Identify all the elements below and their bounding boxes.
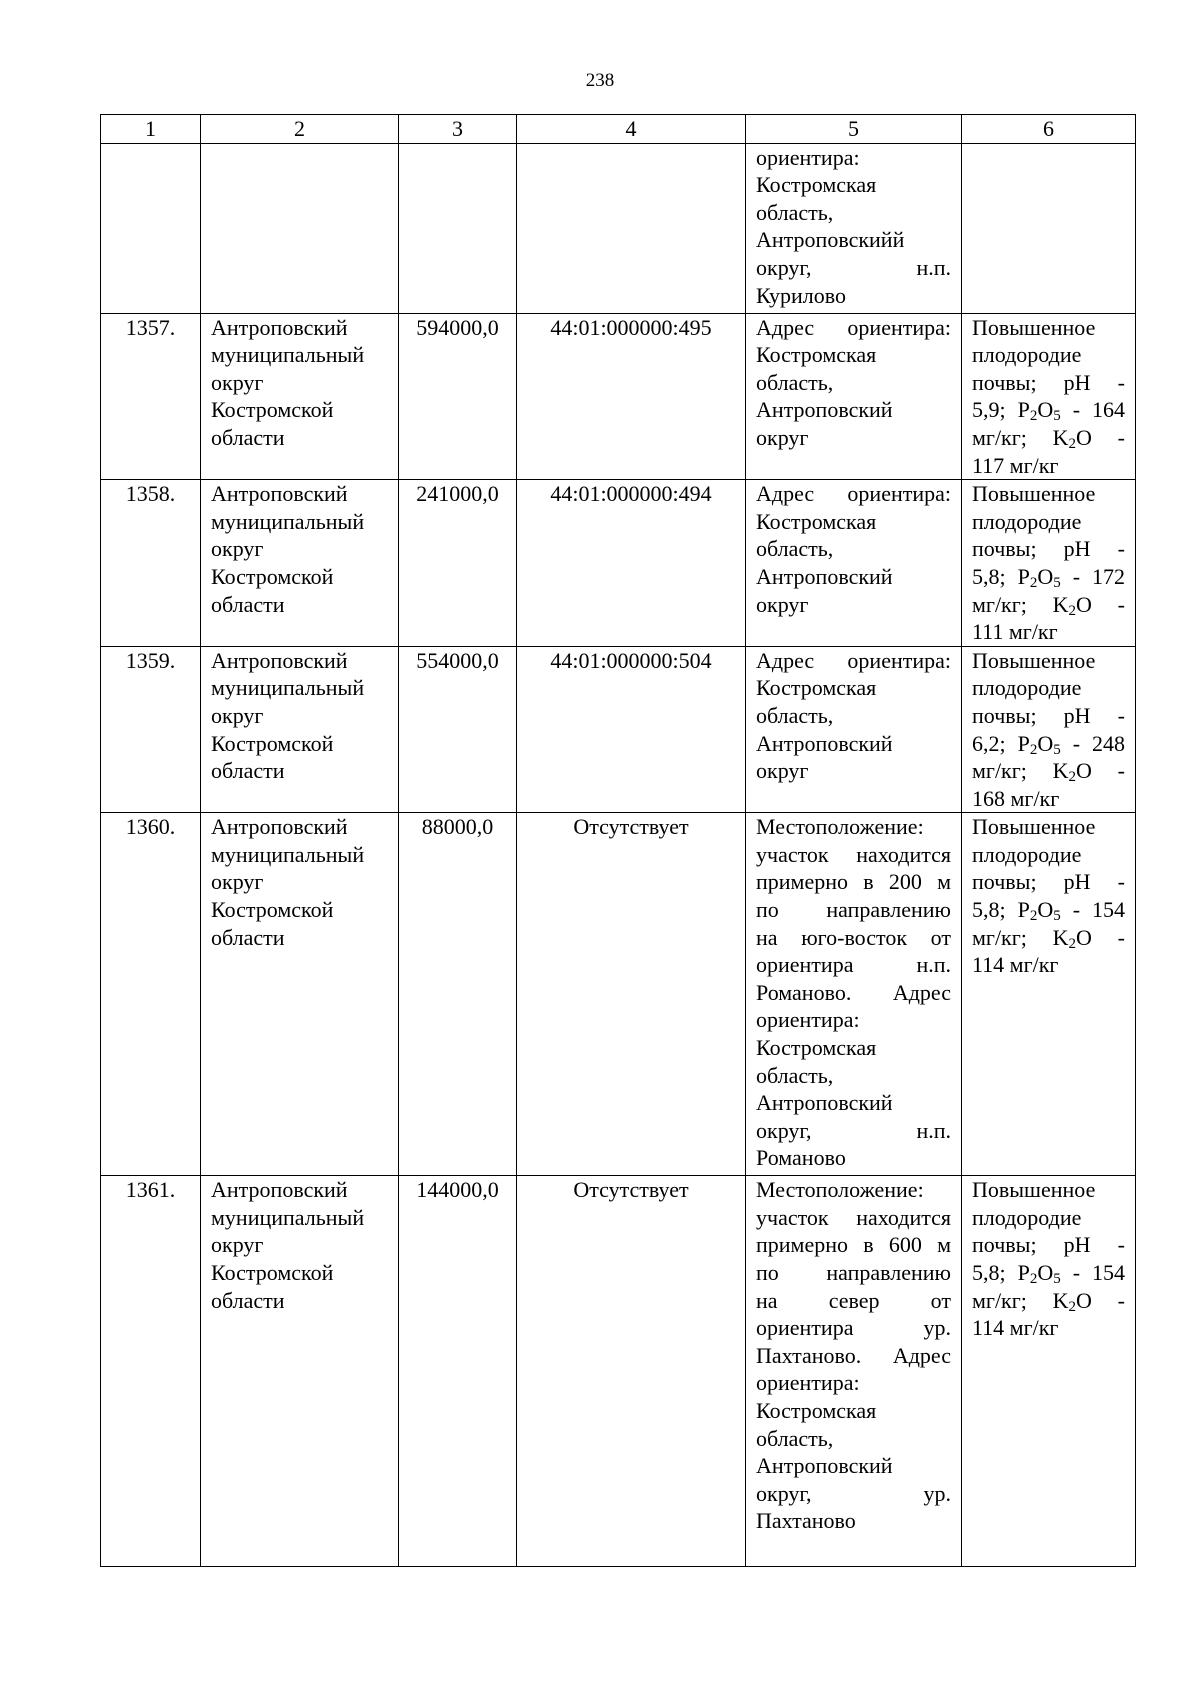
- soil-line: Повышенное: [972, 814, 1096, 840]
- soil-fertility-cell: [962, 313, 1136, 480]
- location-line: Адрес ориентира:: [756, 314, 951, 340]
- soil-line: Повышенное: [972, 314, 1096, 340]
- location-line: примерно в 600 м: [756, 1232, 951, 1258]
- location-line: область,: [756, 369, 834, 395]
- location-line: область,: [756, 1425, 834, 1451]
- location-cell: [746, 813, 962, 1176]
- location-line: ориентира ур.: [756, 1315, 951, 1341]
- district-line: Антроповский: [211, 814, 348, 840]
- table-row-continuation: [101, 143, 1136, 313]
- district-line: округ: [211, 536, 264, 562]
- soil-line: почвы; pH -: [972, 869, 1125, 895]
- location-line: Антроповский: [756, 1453, 893, 1479]
- soil-line: 168 мг/кг: [972, 785, 1060, 811]
- soil-line: 6,2; $P_2O_5 - 248$: [972, 730, 1125, 758]
- location-line: Антроповский: [756, 397, 893, 423]
- cadastral-number-cell: 44:01:000000:504: [517, 646, 746, 813]
- table-row: [101, 646, 1136, 813]
- soil-line: почвы; pH -: [972, 536, 1125, 562]
- area-cell: 88000,0: [399, 813, 517, 1176]
- cadastral-number-cell: 44:01:000000:494: [517, 480, 746, 647]
- location-line: Адрес ориентира:: [756, 481, 951, 507]
- row-number: 1361.: [101, 1176, 201, 1567]
- soil-line: почвы; pH -: [972, 1232, 1125, 1258]
- district-cell: [201, 813, 399, 1176]
- column-header: 4: [517, 115, 746, 144]
- area-cell: 144000,0: [399, 1176, 517, 1567]
- location-line: Костромская: [756, 1035, 877, 1061]
- soil-line: плодородие: [972, 1204, 1082, 1230]
- table-row: [101, 1176, 1136, 1567]
- location-line: участок находится: [756, 841, 951, 867]
- location-cell: [746, 480, 962, 647]
- table-row: [101, 480, 1136, 647]
- soil-line: 114 мг/кг: [972, 1315, 1059, 1341]
- soil-line: плодородие: [972, 342, 1082, 368]
- district-line: Антроповский: [211, 647, 348, 673]
- location-line: область,: [756, 536, 834, 562]
- soil-line: 5,8; $P_2O_5 - 172$: [972, 563, 1125, 591]
- table-row: [101, 813, 1136, 1176]
- district-line: муниципальный: [211, 841, 365, 867]
- location-line: округ: [756, 758, 809, 784]
- cadastral-number-cell: Отсутствует: [517, 813, 746, 1176]
- location-line: область,: [756, 1062, 834, 1088]
- district-line: муниципальный: [211, 342, 365, 368]
- location-cell: [746, 313, 962, 480]
- district-line: Антроповский: [211, 314, 348, 340]
- location-line: округ: [756, 591, 809, 617]
- soil-line: мг/кг; $K_2O$ -: [972, 1287, 1125, 1315]
- location-line: Пахтаново: [756, 1508, 856, 1534]
- row-number: 1359.: [101, 646, 201, 813]
- district-line: области: [211, 424, 285, 450]
- soil-line: мг/кг; $K_2O$ -: [972, 424, 1125, 452]
- district-line: округ: [211, 369, 264, 395]
- district-line: области: [211, 591, 285, 617]
- location-line: округ: [756, 424, 809, 450]
- soil-line: Повышенное: [972, 1177, 1096, 1203]
- location-line: ориентира:: [756, 1007, 860, 1033]
- district-line: округ: [211, 869, 264, 895]
- soil-line: 117 мг/кг: [972, 452, 1059, 478]
- column-header: 2: [201, 115, 399, 144]
- location-line: Костромская: [756, 508, 877, 534]
- row-number: 1357.: [101, 313, 201, 480]
- location-line: примерно в 200 м: [756, 869, 951, 895]
- location-line: на юго-восток от: [756, 924, 951, 950]
- soil-line: 5,8; $P_2O_5 - 154$: [972, 897, 1125, 925]
- location-line: Романово. Адрес: [756, 979, 951, 1005]
- district-line: Костромской: [211, 897, 334, 923]
- cadastral-number-cell: Отсутствует: [517, 1176, 746, 1567]
- soil-line: мг/кг; $K_2O$ -: [972, 758, 1125, 786]
- district-line: муниципальный: [211, 675, 365, 701]
- district-line: Костромской: [211, 730, 334, 756]
- soil-fertility-cell: [962, 813, 1136, 1176]
- column-number-row: [101, 115, 1136, 144]
- column-header: 3: [399, 115, 517, 144]
- soil-fertility-cell: [962, 646, 1136, 813]
- location-line: округ, н.п.: [756, 1117, 951, 1143]
- location-line: участок находится: [756, 1204, 951, 1230]
- location-cell: [746, 646, 962, 813]
- soil-line: 111 мг/кг: [972, 619, 1058, 645]
- location-cell: [746, 1176, 962, 1567]
- location-line: Антроповский: [756, 1090, 893, 1116]
- district-line: Антроповский: [211, 1177, 348, 1203]
- soil-line: почвы; pH -: [972, 702, 1125, 728]
- district-cell: [201, 313, 399, 480]
- location-line: ориентира:: [756, 1370, 860, 1396]
- soil-line: мг/кг; $K_2O$ -: [972, 591, 1125, 619]
- location-line: по направлению: [756, 897, 951, 923]
- district-line: Костромской: [211, 563, 334, 589]
- location-line: Антроповский: [756, 563, 893, 589]
- area-cell: 594000,0: [399, 313, 517, 480]
- district-line: Костромской: [211, 397, 334, 423]
- location-line: Местоположение:: [756, 1177, 924, 1203]
- location-line: Местоположение:: [756, 814, 924, 840]
- location-line: Костромская: [756, 675, 877, 701]
- column-header: 5: [746, 115, 962, 144]
- district-line: Антроповский: [211, 481, 348, 507]
- soil-line: 5,9; $P_2O_5 - 164$: [972, 397, 1125, 425]
- district-line: области: [211, 758, 285, 784]
- cadastral-number-cell: 44:01:000000:495: [517, 313, 746, 480]
- soil-line: плодородие: [972, 675, 1082, 701]
- column-header: 1: [101, 115, 201, 144]
- location-line: Романово: [756, 1145, 846, 1171]
- table-row: [101, 313, 1136, 480]
- soil-line: мг/кг; $K_2O$ -: [972, 924, 1125, 952]
- district-line: округ: [211, 702, 264, 728]
- area-cell: 554000,0: [399, 646, 517, 813]
- soil-line: 5,8; $P_2O_5 - 154$: [972, 1260, 1125, 1288]
- location-line: округ, ур.: [756, 1480, 951, 1506]
- location-line: Пахтаново. Адрес: [756, 1342, 951, 1368]
- location-line: Костромская: [756, 342, 877, 368]
- soil-line: 114 мг/кг: [972, 952, 1059, 978]
- soil-line: плодородие: [972, 508, 1082, 534]
- location-cell: ориентира: Костромская область, Антроповскийй округ, н.п. Курилово: [746, 143, 962, 313]
- district-cell: [201, 646, 399, 813]
- district-line: Костромской: [211, 1260, 334, 1286]
- district-line: муниципальный: [211, 1204, 365, 1230]
- district-line: области: [211, 924, 285, 950]
- location-line: область,: [756, 702, 834, 728]
- soil-line: Повышенное: [972, 647, 1096, 673]
- soil-fertility-cell: [962, 480, 1136, 647]
- district-line: округ: [211, 1232, 264, 1258]
- location-line: Антроповский: [756, 730, 893, 756]
- soil-line: плодородие: [972, 841, 1082, 867]
- location-line: Костромская: [756, 1398, 877, 1424]
- district-line: области: [211, 1287, 285, 1313]
- district-cell: [201, 480, 399, 647]
- soil-fertility-cell: [962, 1176, 1136, 1567]
- row-number: 1360.: [101, 813, 201, 1176]
- location-line: Адрес ориентира:: [756, 647, 951, 673]
- location-line: ориентира н.п.: [756, 952, 951, 978]
- page-number: 238: [585, 70, 615, 91]
- area-cell: 241000,0: [399, 480, 517, 647]
- column-header: 6: [962, 115, 1136, 144]
- location-line: на север от: [756, 1287, 951, 1313]
- land-plots-table: [100, 114, 1136, 1567]
- district-line: муниципальный: [211, 508, 365, 534]
- location-line: по направлению: [756, 1260, 951, 1286]
- soil-line: почвы; pH -: [972, 369, 1125, 395]
- row-number: 1358.: [101, 480, 201, 647]
- district-cell: [201, 1176, 399, 1567]
- soil-line: Повышенное: [972, 481, 1096, 507]
